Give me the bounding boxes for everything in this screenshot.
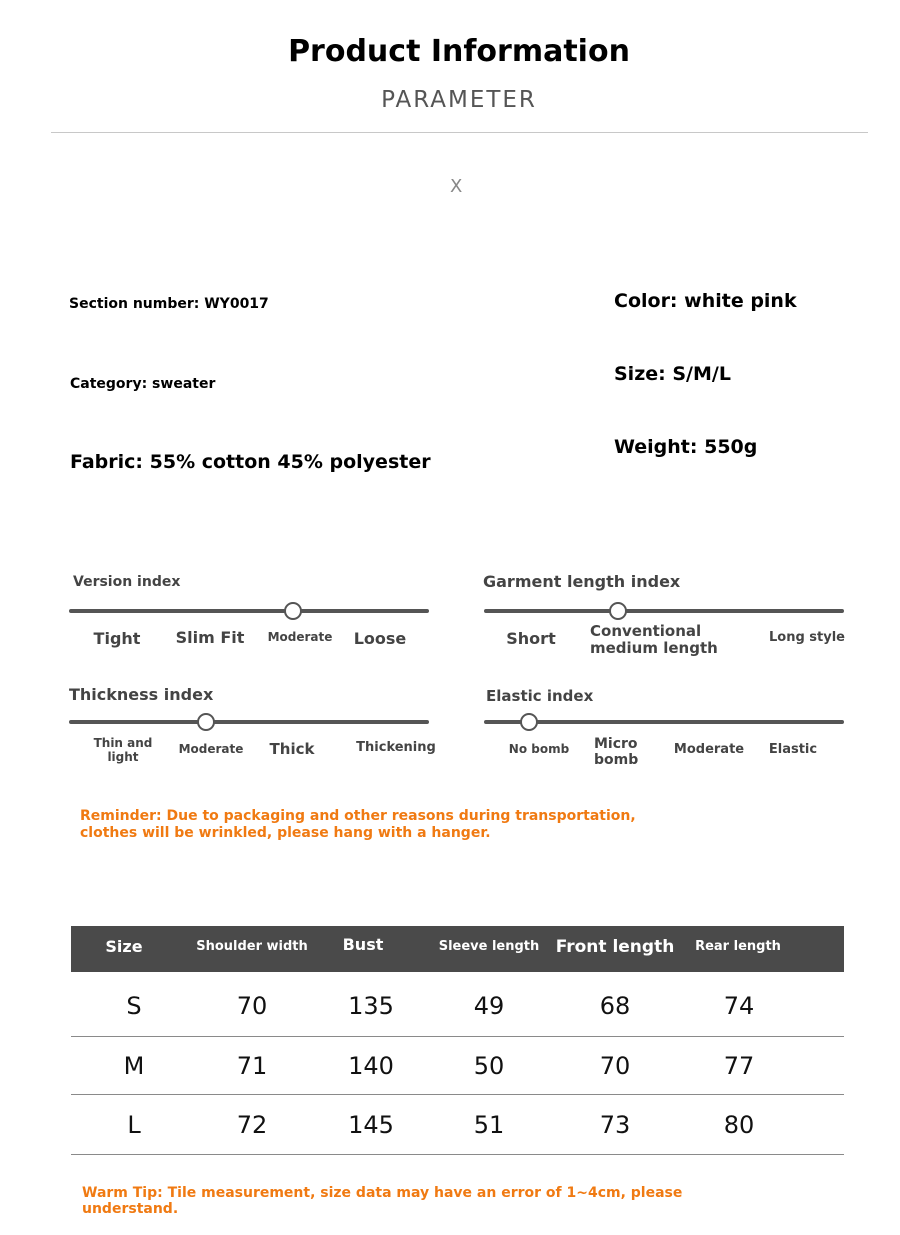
thickness-label-thickening: Thickening	[356, 740, 436, 755]
elastic-index-title: Elastic index	[486, 687, 594, 705]
thickness-label-thick: Thick	[269, 740, 315, 758]
garment-length-index-track	[484, 609, 844, 613]
page-subtitle: PARAMETER	[381, 87, 537, 113]
elastic-label-micro-bomb: Micro bomb	[594, 736, 639, 769]
header-rear-length: Rear length	[695, 939, 781, 954]
warm-tip-note: Warm Tip: Tile measurement, size data may have an error of 1~4cm, please understand.	[82, 1185, 683, 1217]
elastic-label-moderate: Moderate	[673, 742, 745, 757]
page-title: Product Information	[288, 34, 630, 69]
table-cell: 80	[723, 1111, 755, 1139]
elastic-index-knob	[520, 713, 538, 731]
table-cell: 70	[599, 1052, 631, 1080]
header-front-length: Front length	[555, 937, 675, 957]
header-shoulder-width: Shoulder width	[196, 939, 308, 954]
header-divider	[51, 132, 868, 133]
version-label-slim-fit: Slim Fit	[175, 628, 245, 647]
table-cell: 71	[236, 1052, 268, 1080]
table-cell: 70	[236, 992, 268, 1020]
version-index-track	[69, 609, 429, 613]
table-cell: L	[127, 1111, 141, 1139]
elastic-label-elastic: Elastic	[768, 742, 818, 757]
fabric: Fabric: 55% cotton 45% polyester	[70, 451, 431, 473]
version-label-moderate: Moderate	[267, 630, 333, 644]
weight: Weight: 550g	[614, 436, 758, 458]
row-divider	[71, 1154, 844, 1155]
thickness-label-moderate: Moderate	[178, 742, 244, 756]
garment-length-label-long: Long style	[768, 630, 845, 645]
table-cell: 140	[348, 1052, 394, 1080]
table-cell: 50	[473, 1052, 505, 1080]
color: Color: white pink	[614, 290, 797, 312]
section-number: Section number: WY0017	[69, 296, 269, 312]
version-label-tight: Tight	[93, 629, 141, 648]
table-cell: 72	[236, 1111, 268, 1139]
table-cell: S	[126, 992, 142, 1020]
table-cell: 145	[348, 1111, 394, 1139]
category: Category: sweater	[70, 376, 216, 392]
version-label-loose: Loose	[353, 629, 407, 648]
table-cell: 51	[473, 1111, 505, 1139]
table-cell: 77	[723, 1052, 755, 1080]
garment-length-label-short: Short	[506, 629, 556, 648]
header-sleeve-length: Sleeve length	[438, 939, 540, 954]
table-cell: 74	[723, 992, 755, 1020]
table-cell: 135	[348, 992, 394, 1020]
table-cell: 49	[473, 992, 505, 1020]
thickness-index-knob	[197, 713, 215, 731]
size-table-header	[71, 926, 844, 972]
table-cell: 68	[599, 992, 631, 1020]
table-cell: M	[123, 1052, 145, 1080]
row-divider	[71, 1094, 844, 1095]
elastic-index-track	[484, 720, 844, 724]
reminder-note: Reminder: Due to packaging and other reasons during transportation, clothes will be wrinkled, please hang with a hanger.	[80, 808, 636, 841]
garment-length-index-title: Garment length index	[483, 572, 681, 591]
header-size: Size	[105, 937, 143, 956]
garment-length-index-knob	[609, 602, 627, 620]
row-divider	[71, 1036, 844, 1037]
thickness-index-title: Thickness index	[69, 685, 214, 704]
elastic-label-no-bomb: No bomb	[508, 742, 570, 756]
version-index-knob	[284, 602, 302, 620]
close-icon: X	[450, 176, 463, 197]
garment-length-label-medium: Conventional medium length	[590, 622, 718, 658]
size: Size: S/M/L	[614, 363, 731, 385]
header-bust: Bust	[342, 935, 384, 954]
thickness-index-track	[69, 720, 429, 724]
thickness-label-thin: Thin and light	[93, 736, 153, 764]
version-index-title: Version index	[73, 574, 181, 590]
table-cell: 73	[599, 1111, 631, 1139]
